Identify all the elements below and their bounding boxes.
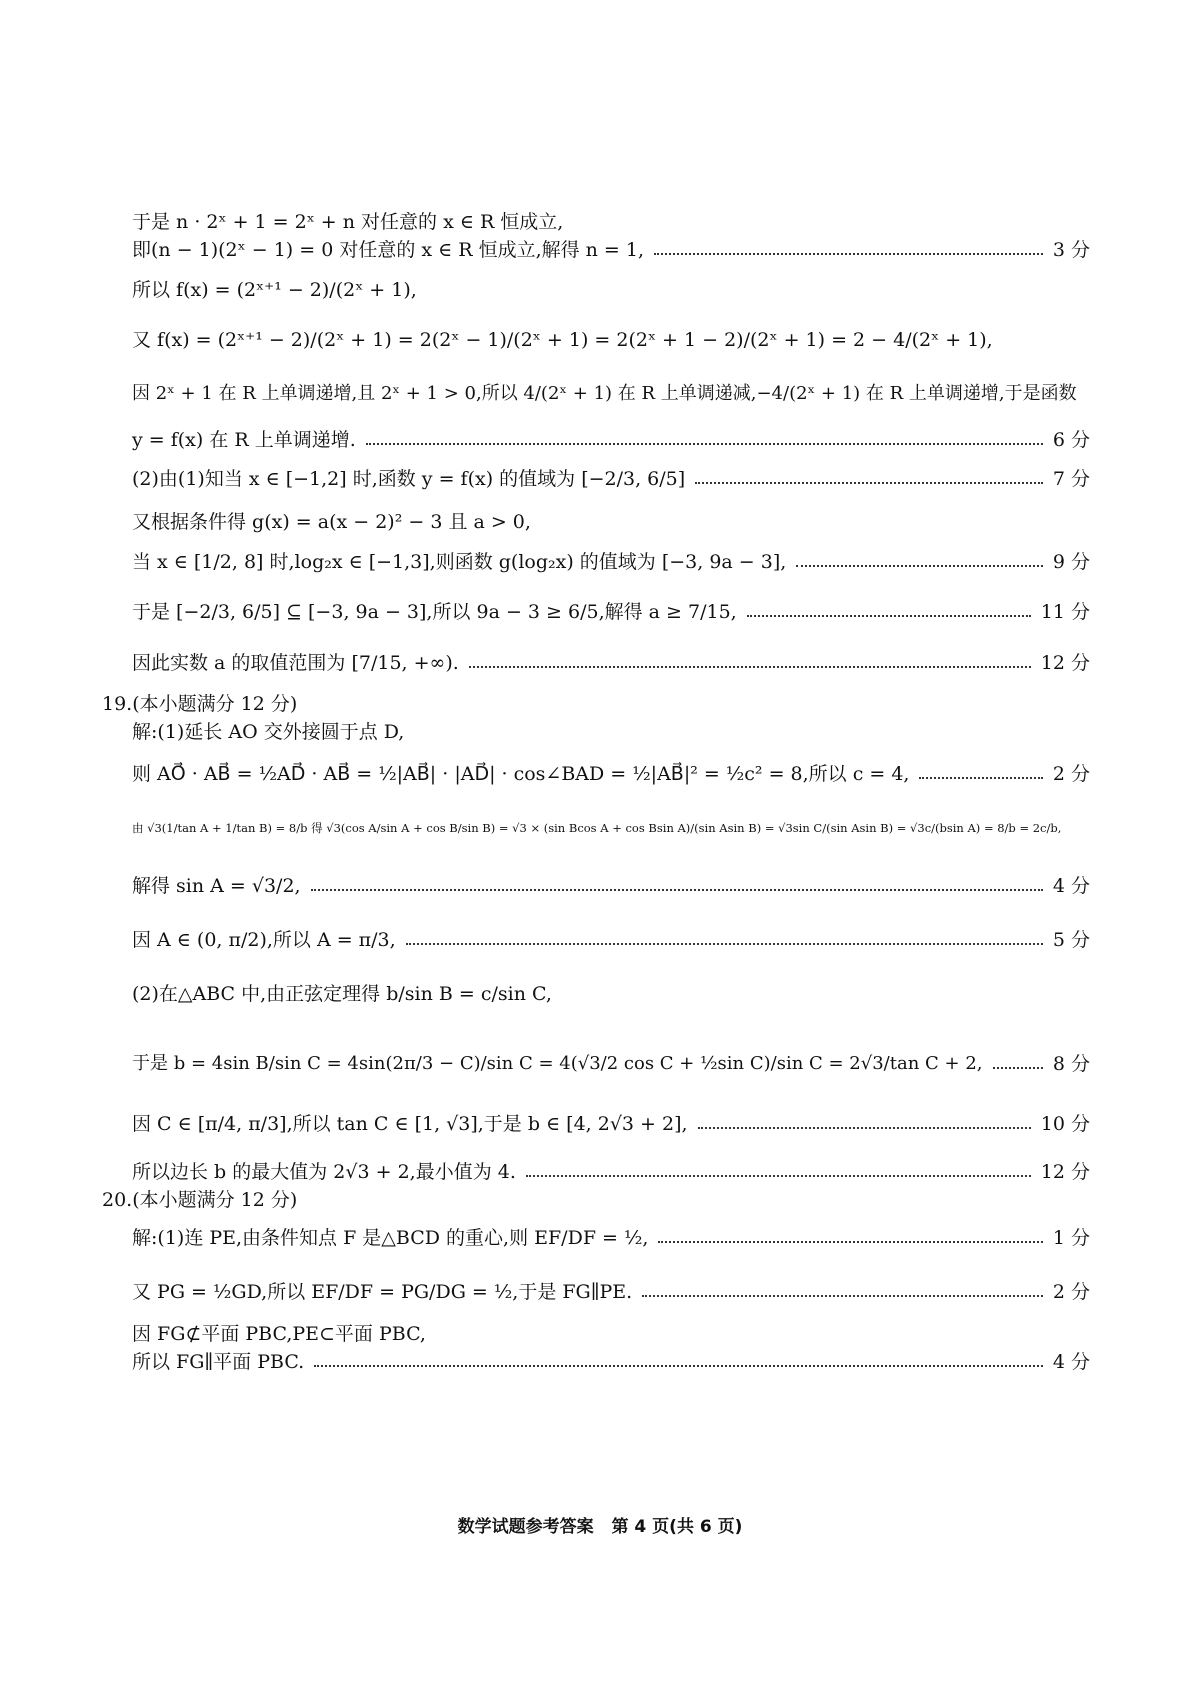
solution-line (132, 710, 1090, 750)
solution-line (132, 1216, 1090, 1256)
solution-line (132, 372, 1090, 412)
solution-line (132, 500, 1090, 540)
dot-leader (695, 482, 1043, 484)
solution-line (132, 1042, 1090, 1082)
line-text: 又 PG = ½GD,所以 EF/DF = PG/DG = ½,于是 FG∥PE. (132, 1280, 633, 1303)
line-text: 于是 n · 2ˣ + 1 = 2ˣ + n 对任意的 x ∈ R 恒成立, (132, 210, 564, 233)
line-text: (2)由(1)知当 x ∈ [−1,2] 时,函数 y = f(x) 的值域为 [−2/3, 6/5] (132, 467, 686, 490)
line-text: 所以 FG∥平面 PBC. (132, 1350, 305, 1373)
line-text: 所以 f(x) = (2ˣ⁺¹ − 2)/(2ˣ + 1), (132, 278, 417, 301)
score-label: 11 分 (1040, 600, 1090, 623)
solution-line (132, 1340, 1090, 1380)
solution-line (132, 864, 1090, 904)
dot-leader (698, 1127, 1031, 1129)
dot-leader (796, 565, 1043, 567)
line-text: (2)在△ABC 中,由正弦定理得 b/sin B = c/sin C, (132, 982, 552, 1005)
line-text: 因 2ˣ + 1 在 R 上单调递增,且 2ˣ + 1 > 0,所以 4/(2ˣ + 1) 在 R 上单调递减,−4/(2ˣ + 1) 在 R 上单调递增,于是函数 (132, 383, 1077, 404)
score-label: 3 分 (1052, 238, 1090, 261)
line-text: 因 FG⊄平面 PBC,PE⊂平面 PBC, (132, 1322, 426, 1345)
solution-line (132, 972, 1090, 1012)
line-text: y = f(x) 在 R 上单调递增. (132, 428, 356, 451)
line-text: 于是 [−2/3, 6/5] ⊆ [−3, 9a − 3],所以 9a − 3 ≥ 6/5,解得 a ≥ 7/15, (132, 600, 737, 623)
score-label: 8 分 (1052, 1052, 1090, 1075)
score-label: 4 分 (1052, 874, 1090, 897)
dot-leader (366, 443, 1043, 445)
solution-line (132, 808, 1090, 848)
score-label: 2 分 (1052, 762, 1090, 785)
solution-line (132, 228, 1090, 268)
solution-line (132, 1270, 1090, 1310)
line-text: 解:(1)延长 AO 交外接圆于点 D, (132, 720, 405, 743)
score-label: 7 分 (1052, 467, 1090, 490)
dot-leader (526, 1175, 1031, 1177)
dot-leader (747, 615, 1031, 617)
dot-leader (311, 889, 1043, 891)
dot-leader (654, 253, 1043, 255)
dot-leader (993, 1067, 1043, 1069)
score-label: 9 分 (1052, 550, 1090, 573)
line-text: 因 A ∈ (0, π/2),所以 A = π/3, (132, 928, 396, 951)
dot-leader (314, 1365, 1043, 1367)
score-label: 10 分 (1040, 1112, 1090, 1135)
solution-line (132, 590, 1090, 630)
dot-leader (469, 666, 1031, 668)
line-text: 因 C ∈ [π/4, π/3],所以 tan C ∈ [1, √3],于是 b ∈ [4, 2√3 + 2], (132, 1112, 688, 1135)
dot-leader (406, 943, 1043, 945)
dot-leader (919, 777, 1042, 779)
line-text: 当 x ∈ [1/2, 8] 时,log₂x ∈ [−1,3],则函数 g(log₂x) 的值域为 [−3, 9a − 3], (132, 550, 787, 573)
score-label: 4 分 (1052, 1350, 1090, 1373)
solution-line (132, 318, 1090, 358)
line-text: 解得 sin A = √3/2, (132, 874, 301, 897)
solution-line (132, 540, 1090, 580)
score-label: 2 分 (1052, 1280, 1090, 1303)
score-label: 5 分 (1052, 928, 1090, 951)
line-text: 由 √3(1/tan A + 1/tan B) = 8/b 得 √3(cos A/sin A + cos B/sin B) = √3 × (sin Bcos A + cos Bsin A)/(sin Asin B) = √3sin C/(sin Asin B) = √3c/(bsin A) = 8/b = 2c/b, (132, 821, 1062, 835)
solution-line (132, 1102, 1090, 1142)
line-text: 19.(本小题满分 12 分) (102, 692, 298, 715)
line-text: 则 AO⃗ · AB⃗ = ½AD⃗ · AB⃗ = ½|AB⃗| · |AD⃗| · cos∠BAD = ½|AB⃗|² = ½c² = 8,所以 c = 4, (132, 762, 910, 785)
line-text: 又 f(x) = (2ˣ⁺¹ − 2)/(2ˣ + 1) = 2(2ˣ − 1)/(2ˣ + 1) = 2(2ˣ + 1 − 2)/(2ˣ + 1) = 2 − 4/(2ˣ + 1), (132, 328, 993, 351)
line-text: 即(n − 1)(2ˣ − 1) = 0 对任意的 x ∈ R 恒成立,解得 n = 1, (132, 238, 645, 261)
solution-line (132, 641, 1090, 681)
line-text: 又根据条件得 g(x) = a(x − 2)² − 3 且 a > 0, (132, 510, 531, 533)
line-text: 因此实数 a 的取值范围为 [7/15, +∞). (132, 651, 459, 674)
score-label: 12 分 (1040, 651, 1090, 674)
footer-page-number: 第 4 页(共 6 页) (611, 1517, 743, 1537)
page-footer (0, 1512, 1200, 1537)
line-text: 20.(本小题满分 12 分) (102, 1188, 298, 1211)
line-text: 于是 b = 4sin B/sin C = 4sin(2π/3 − C)/sin C = 4(√3/2 cos C + ½sin C)/sin C = 2√3/tan C + 2, (132, 1053, 983, 1074)
score-label: 6 分 (1052, 428, 1090, 451)
score-label: 1 分 (1052, 1226, 1090, 1249)
line-text: 所以边长 b 的最大值为 2√3 + 2,最小值为 4. (132, 1160, 516, 1183)
line-text: 解:(1)连 PE,由条件知点 F 是△BCD 的重心,则 EF/DF = ½, (132, 1226, 649, 1249)
footer-title: 数学试题参考答案 (457, 1517, 594, 1537)
question-heading (102, 1178, 1060, 1218)
dot-leader (658, 1241, 1042, 1243)
solution-line (132, 268, 1090, 308)
dot-leader (642, 1295, 1043, 1297)
solution-line (132, 457, 1090, 497)
solution-line (132, 752, 1090, 792)
score-label: 12 分 (1040, 1160, 1090, 1183)
solution-line (132, 418, 1090, 458)
solution-line (132, 918, 1090, 958)
